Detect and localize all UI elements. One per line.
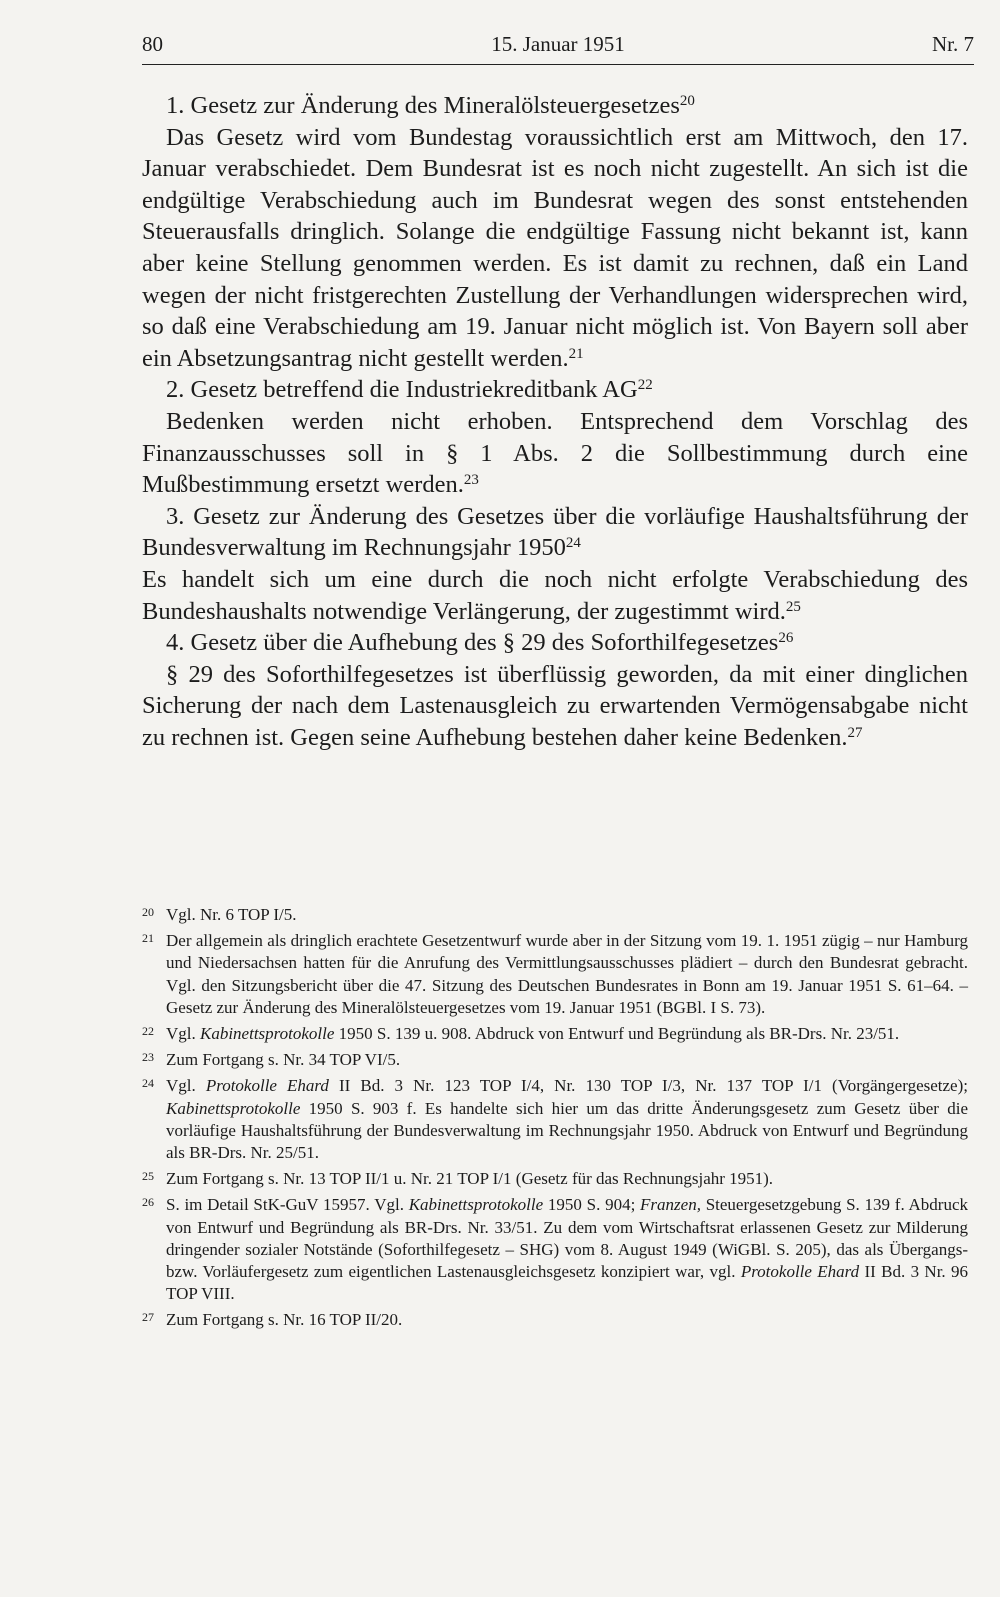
- footnote-ref[interactable]: 20: [679, 93, 695, 109]
- footnote-text: II Bd. 3 Nr. 123 TOP I/4, Nr. 130 TOP I/3, Nr. 137 TOP I/1 (Vorgängergesetze);: [328, 1076, 968, 1096]
- agenda-text-1: Das Gesetz wird vom Bundestag voraussichtlich erst am Mittwoch, den 17. Januar verabschiedet. Dem Bundesrat ist es noch nicht zugestellt. An sich ist die endgültige Verabschiedung auch im Bundesrat wegen des sonst entstehenden Steuerausfalls dringlich. Solange die endgültige Fassung nicht bekannt ist, kann aber keine Stellung genommen werden. Es ist damit zu rechnen, daß ein Land wegen der nicht fristgerechten Zustellung der Verhandlungen widersprechen wird, so daß eine Verabschiedung am 19. Januar nicht möglich ist. Von Bayern soll aber ein Absetzungsantrag nicht gestellt werden.$^{21}$: [142, 123, 968, 372]
- footnote-text: 1950 S. 903 f. Es handelte sich hier um das dritte Änderungsgesetz zum Gesetz über die vorläufige Haushaltsführung der Bundesverwaltung im Rechnungsjahr 1950. Abdruck von Entwurf und Begründung als BR-Drs. Nr. 25/51.: [166, 1098, 968, 1163]
- footnote-ref[interactable]: 22: [637, 377, 653, 394]
- footnote-ref[interactable]: 23: [463, 472, 479, 489]
- footnote-text: S. im Detail StK-GuV 15957. Vgl.: [166, 1195, 409, 1215]
- footnote-citation-italic: Franzen,: [640, 1195, 701, 1215]
- agenda-heading-4: 4. Gesetz über die Aufhebung des § 29 des Soforthilfegesetzes$^{26}$: [166, 629, 794, 657]
- agenda-text-3: Es handelt sich um eine durch die noch nicht erfolgte Verabschiedung des Bundeshaushalts notwendige Verlängerung, der zugestimmt wird.$^{25}$: [142, 565, 968, 625]
- footnote-22: [142, 1023, 968, 1045]
- footnote-text: II Bd. 3 Nr. 96 TOP VIII.: [166, 1262, 969, 1304]
- agenda-text-4: § 29 des Soforthilfegesetzes ist überflüssig geworden, da mit einer dinglichen Sicherung der nach dem Lastenausgleich zu erwartenden Vermögensabgabe nicht zu rechnen ist. Gegen seine Aufhebung bestehen daher keine Bedenken.$^{27}$: [142, 660, 968, 751]
- footnote-number: 25: [142, 1169, 154, 1184]
- footnote-20: [142, 904, 968, 926]
- footnote-number: 21: [142, 931, 154, 946]
- footnote-text: Vgl.: [166, 1076, 206, 1096]
- agenda-heading-3: 3. Gesetz zur Änderung des Gesetzes über die vorläufige Haushaltsführung der Bundesverwaltung im Rechnungsjahr 1950$^{24}$: [142, 502, 968, 562]
- footnote-ref[interactable]: 27: [847, 724, 863, 741]
- footnotes: [142, 904, 968, 1336]
- footnote-citation-italic: Protokolle Ehard: [740, 1262, 860, 1282]
- footnote-26: [142, 1194, 968, 1305]
- footnote-ref[interactable]: 25: [785, 598, 801, 615]
- footnote-ref[interactable]: 21: [568, 345, 584, 362]
- footnote-ref[interactable]: 24: [565, 535, 581, 552]
- agenda-text-2: Bedenken werden nicht erhoben. Entsprechend dem Vorschlag des Finanzausschusses soll in § 1 Abs. 2 die Sollbestimmung durch eine Mußbestimmung ersetzt werden.$^{23}$: [142, 407, 968, 499]
- footnote-27: [142, 1309, 968, 1331]
- footnote-ref[interactable]: 26: [778, 630, 794, 647]
- header-issue-number: Nr. 7: [932, 32, 974, 56]
- footnote-number: 23: [142, 1050, 154, 1065]
- page-number: 80: [142, 32, 163, 56]
- footnote-text: Vgl.: [166, 1024, 200, 1044]
- footnote-text: 1950 S. 904;: [543, 1195, 641, 1215]
- footnote-citation-italic: Protokolle Ehard: [205, 1076, 329, 1096]
- main-text: [142, 90, 968, 753]
- footnote-number: 20: [142, 905, 154, 919]
- running-header: [142, 30, 974, 65]
- footnote-25: [142, 1168, 968, 1190]
- footnote-24: [142, 1075, 968, 1164]
- footnote-number: 27: [142, 1310, 154, 1325]
- footnote-number: 26: [142, 1195, 154, 1210]
- footnote-text: 1950 S. 139 u. 908. Abdruck von Entwurf und Begründung als BR-Drs. Nr. 23/51.: [334, 1024, 900, 1044]
- footnote-text: Zum Fortgang s. Nr. 13 TOP II/1 u. Nr. 21 TOP I/1 (Gesetz für das Rechnungsjahr 1951).: [166, 1169, 774, 1189]
- footnote-text: Steuergesetzgebung S. 139 f. Abdruck von Entwurf und Begründung als BR-Drs. Nr. 33/51. Zu dem vom Wirtschaftsrat erlassenen Gesetz zur Milderung dringender sozialer Notstände (Soforthilfegesetz – SHG) vom 8. August 1949 (WiGBl. S. 205), das als Übergangs- bzw. Vorläufergesetz zum eigentlichen Lastenausgleichsgesetz konzipiert war, vgl.: [166, 1195, 968, 1282]
- footnote-21: [142, 930, 968, 1019]
- footnote-text: Der allgemein als dringlich erachtete Gesetzentwurf wurde aber in der Sitzung vom 19. 1. 1951 zügig – nur Hamburg und Niedersachsen hatten für die Anrufung des Vermittlungsausschusses plädiert – durch den Bundesrat gebracht. Vgl. den Sitzungsbericht über die 47. Sitzung des Deutschen Bundesrates in Bonn am 19. Januar 1951 S. 61–64. – Gesetz zur Änderung des Mineralölsteuergesetzes vom 19. Januar 1951 (BGBl. I S. 73).: [166, 931, 968, 1017]
- agenda-heading-2: 2. Gesetz betreffend die Industriekreditbank AG$^{22}$: [166, 376, 653, 404]
- footnote-citation-italic: Kabinettsprotokolle: [200, 1024, 335, 1044]
- footnote-citation-italic: Kabinettsprotokolle: [408, 1195, 544, 1215]
- footnote-text: Vgl. Nr. 6 TOP I/5.: [166, 905, 297, 924]
- footnote-23: [142, 1049, 968, 1071]
- agenda-heading-1: 1. Gesetz zur Änderung des Mineralölsteuergesetzes$^{20}$: [166, 92, 695, 119]
- header-date: 15. Januar 1951: [491, 32, 625, 56]
- footnote-text: Zum Fortgang s. Nr. 16 TOP II/20.: [166, 1310, 403, 1330]
- footnote-text: Zum Fortgang s. Nr. 34 TOP VI/5.: [166, 1050, 401, 1070]
- footnote-number: 24: [142, 1076, 154, 1091]
- footnote-citation-italic: Kabinettsprotokolle: [166, 1098, 301, 1118]
- footnote-number: 22: [142, 1024, 154, 1039]
